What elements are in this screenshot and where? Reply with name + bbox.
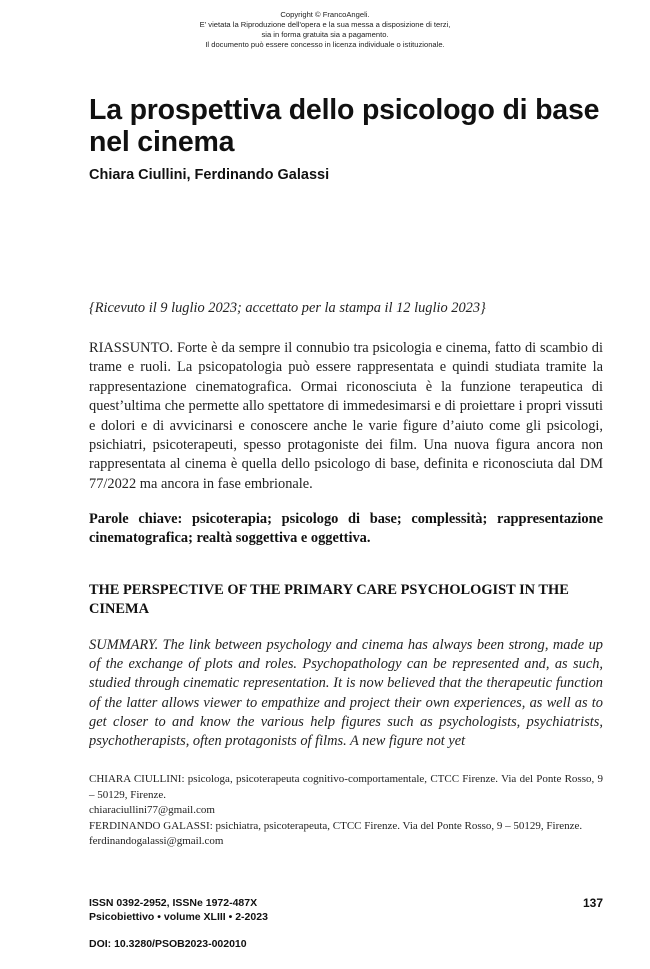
- author-footnotes: [89, 772, 603, 850]
- footnote-email-2: ferdinandogalassi@gmail.com: [89, 835, 224, 848]
- received-date: {Ricevuto il 9 luglio 2023; accettato per la stampa il 12 luglio 2023}: [89, 300, 486, 316]
- doi: DOI: 10.3280/PSOB2023-002010: [89, 938, 247, 950]
- keywords: Parole chiave: psicoterapia; psicologo di base; complessità; rappresentazione cinematografica; realtà soggettiva e oggettiva.: [89, 511, 603, 547]
- journal-info: Psicobiettivo • volume XLIII • 2-2023: [89, 911, 268, 923]
- article-title: La prospettiva dello psicologo di base nel cinema: [89, 94, 600, 158]
- abstract-italian: RIASSUNTO. Forte è da sempre il connubio tra psicologia e cinema, fatto di scambio di trame e ruoli. La psicopatologia può essere rappresentata e quindi studiata tramite la rappresentazione cinematografica. Ormai riconosciuta è la funzione terapeutica di quest’ultima che permette allo spettatore di immedesimarsi e di proiettare i propri vissuti e dolori e di avvicinarsi e conoscere anche le varie figure d’aiuto come gli psicologi, psichiatri, psicoterapeuti, spesso protagoniste dei film. Una nuova figura ancora non rappresentata al cinema è quella dello psicologo di base, definita e riconosciuta dal DM 77/2022 ma ancora in fase embrionale.: [89, 340, 603, 492]
- english-title: THE PERSPECTIVE OF THE PRIMARY CARE PSYCHOLOGIST IN THE CINEMA: [89, 582, 569, 618]
- copyright-line: sia in forma gratuita sia a pagamento.: [261, 30, 389, 39]
- summary-english: SUMMARY. The link between psychology and cinema has always been strong, made up of the exchange of plots and roles. Psychopathology can be represented and, as such, studied through cinematic representation. It is now believed that the therapeutic function of the latter allows viewer to empathize and project their own experiences, as well as to get closer to and know the various help figures such as psychologists, psychiatrists, psychotherapists, often protagonists of films. A new figure not yet: [89, 637, 603, 750]
- footnote-author-2: FERDINANDO GALASSI: psichiatra, psicoterapeuta, CTCC Firenze. Via del Ponte Rosso, 9 – 50129, Firenze.: [89, 819, 583, 832]
- copyright-line: Copyright © FrancoAngeli.: [280, 10, 370, 19]
- article-authors: Chiara Ciullini, Ferdinando Galassi: [89, 167, 330, 183]
- copyright-notice: [0, 10, 650, 50]
- issn: ISSN 0392-2952, ISSNe 1972-487X: [89, 897, 258, 909]
- copyright-line: Il documento può essere concesso in licenza individuale o istituzionale.: [205, 40, 445, 49]
- footnote-email-1: chiaraciullini77@gmail.com: [89, 804, 215, 817]
- footnote-author-1: CHIARA CIULLINI: psicologa, psicoterapeuta cognitivo-comportamentale, CTCC Firenze. Via del Ponte Rosso, 9 – 50129, Firenze.: [89, 773, 603, 801]
- copyright-line: E' vietata la Riproduzione dell'opera e la sua messa a disposizione di terzi,: [199, 20, 451, 29]
- page-number: 137: [582, 896, 603, 910]
